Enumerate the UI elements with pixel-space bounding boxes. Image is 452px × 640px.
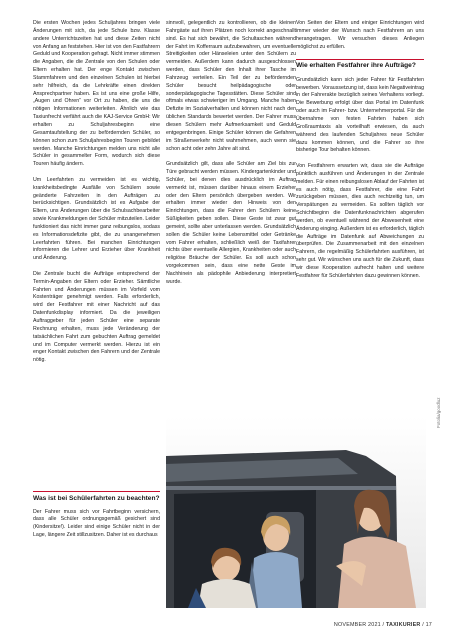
photo-credit: Fotolia/goodluz <box>436 397 441 428</box>
footer-magazine: TAXIKURIER <box>385 622 421 628</box>
paragraph: Die ersten Wochen jedes Schuljahres bringen viele Änderungen mit sich, da jede Schule bzw. Klasse andere Unterrichtszeiten hat und diese Zeiten nicht von Anfang an feststehen. Hier ist von den Fastfahrern Geduld und Kooperation gefragt. Nicht immer stimmen die Angaben, die die Zentrale von den Schulen oder Eltern erhalten hat. Der enge Kontakt zwischen Stammfahrern und den einzelnen Schulen ist hierbei sehr hilfreich, da die Lehrkräfte einen direkten Ansprechpartner haben. Es ist uns eine große Hilfe, „Augen und Ohren“ vor Ort zu haben, die uns die nötigen Informationen weiterleiten. Ähnlich wie das Taxiunfrecht verfährt auch die KAJ-Service GmbH: Wir erhalten zu Schuljahresbeginn eine Gesamtaufstellung der zu befördernden Schüler, so können schon zum Schuljahresbeginn Touren gebildet werden. Manche Einrichtungen melden uns nicht alle Schüler in gesammelter Form, wodurch sich diese Touren häufig ändern. <box>33 20 160 168</box>
article-column-2 <box>166 20 296 294</box>
article-column-1 <box>33 20 160 373</box>
paragraph: Grundsätzlich kann sich jeder Fahrer für Festfahrten bewerben. Voraussetzung ist, dass kein Negativeintrag in der Fahrerakte bezüglich seines Verhaltens vorliegt. Die Bewerbung erfolgt über das Portal im Datenfunk oder auch im Fahrer- bzw. Unternehmerportal. Für die Übernahme von festen Fahrten haben sich Großraumtaxis als vorteilhaft erwiesen, da auch während des laufenden Schuljahres neue Schüler dazu kommen können, und die Fahrer so ihre bisherige Tour behalten können. <box>296 76 424 154</box>
red-rule <box>296 59 424 60</box>
paragraph: Die Zentrale bucht die Aufträge entsprechend der Termin-Angaben der Eltern oder Erzieher. Sämtliche Fahrten und Änderungen müssen im Vorfeld vom Kostenträger genehmigt werden. Falls erforderlich, wird der Festfahrer mit einer Nachricht auf das Datenfunkdisplay informiert. Da die jeweiligen Auftraggeber für jeden Schüler eine separate Rechnung erhalten, muss jede Veränderung der tatsächlichen Fahrt zum gebuchten Auftrag gemeldet und im Computer vermerkt werden. Hierzu ist ein enger Kontakt zwischen den Fahrern und der Zentrale nötig. <box>33 270 160 364</box>
box-text: Der Fahrer muss sich vor Fahrtbeginn versichern, dass alle Schüler ordnungsgemäß gesichert sind (Kindersitze!). Leider sind einige Schüler nicht in der Lage, längere Zeit stillzusitzen. Daher ist es durchaus <box>33 508 160 539</box>
info-box <box>33 491 160 540</box>
paragraph: Grundsätzlich gilt, dass alle Schüler am Ziel bis zur Türe gebracht werden müssen. Kindergartenkinder und Schüler, bei denen dies ausdrücklich im Auftrag vermerkt ist, müssen darüber hinaus einem Erzieher oder den Eltern persönlich übergeben werden. Wir erhalten immer wieder den Hinweis von den Einrichtungen, dass die Fahrer den Schülern keine Süßigkeiten geben sollen. Diese Geste ist zwar gut gemeint, sollte aber unterlassen werden. Grundsätzlich sollen die Schüler keine Lebensmittel oder Getränke vom Fahrer erhalten, schließlich weiß der Taxifahrer nichts über eventuelle Allergien, Krankheiten oder auch religiöse Bräuche der Schüler. Es soll auch schon vorgekommen sein, dass eine nette Geste im Nachhinein als pädophile Anbiederung interpretiert wurde. <box>166 161 296 285</box>
page-footer <box>334 622 432 628</box>
article-column-3 <box>296 20 424 288</box>
paragraph: Von Festfahrern erwarten wir, dass sie die Aufträge pünktlich ausführen und Änderungen in der Zentrale melden. Für einen reibungslosen Ablauf der Fahrten ist es auch nötig, dass Festfahrer, die eine Fahrt zurückgeben müssen, dies auch rechtzeitig tun, um Verspätungen zu vermeiden. Es sollten täglich vor Schichtbeginn die Datenfunknachrichten abgerufen werden, ob eventuell während der Abwesenheit eine Änderung einging. Außerdem ist es erforderlich, täglich die Aufträge im Datenfunk auf Abweichungen zu überprüfen. Die Zusammenarbeit mit den einzelnen Fahrern, die regelmäßig Schülerfahrten ausführen, ist sehr gut. Wir wünschen uns auch für die Zukunft, dass wir diese Kooperation aufrecht halten und weitere Festfahrer für Schülerfahrten dazu gewinnen können. <box>296 163 424 279</box>
photo-children-boarding-taxi <box>166 416 426 608</box>
footer-issue: NOVEMBER 2021 / <box>333 622 386 628</box>
box-heading: Was ist bei Schülerfahrten zu beachten? <box>33 495 160 502</box>
paragraph: Um Leerfahrten zu vermeiden ist es wichtig, krankheitsbedingte Ausfälle von Schülern sowie geänderte Fahrzeiten in den Aufträgen zu berücksichtigen. Grundsätzlich ist es Aufgabe der Eltern, uns Änderungen über die Schulsachbearbeiter sowie Krankmeldungen der Schüler mitzuteilen. Leider funktioniert das nicht immer ganz reibungslos, sodass es Informationsdefizite gibt, die zu unangenehmen Leerfahrten führen. Bei manchen Einrichtungen informieren die Lehrer und Erzieher über Krankheit und Änderung. <box>33 176 160 262</box>
paragraph: sinnvoll, gelegentlich zu kontrollieren, ob die kleinen Fahrgäste auf ihren Plätzen noch korrekt angeschnallt sind. Es hat sich bewährt, die Schultaschen während der Fahrt im Kofferraum aufzubewahren, um eventuelle Streitigkeiten oder Hänseleien unter den Schülern zu vermeiden. Außerdem kann dadurch ausgeschlossen werden, dass Schüler den Inhalt ihrer Tasche im Fahrzeug verteilen. Ein Teil der zu befördernden Schüler besucht heilpädagogische oder sonderpädagogische Tagesstätten. Diese Schüler sind oftmals etwas schwieriger im Umgang. Manche haben Defizite im Sozialverhalten und können nicht nach den üblichen Standards bewertet werden. Der Fahrer muss diesen Schülern mehr Aufmerksamkeit und Geduld entgegenbringen. Einige Schüler können die Gefahren im Straßenverkehr nicht wahrnehmen, auch wenn sie schon acht oder zehn Jahre alt sind. <box>166 20 296 152</box>
paragraph: Von Seiten der Eltern und einiger Einrichtungen wird immer wieder der Wunsch nach Festfahrern an uns herangetragen. Wir versuchen dieses Anliegen möglichst zu erfüllen. <box>296 20 424 50</box>
footer-page: / 17 <box>420 622 432 628</box>
red-rule <box>33 491 160 492</box>
section-heading: Wie erhalten Festfahrer ihre Aufträge? <box>296 62 416 70</box>
photo-illustration <box>166 416 426 608</box>
